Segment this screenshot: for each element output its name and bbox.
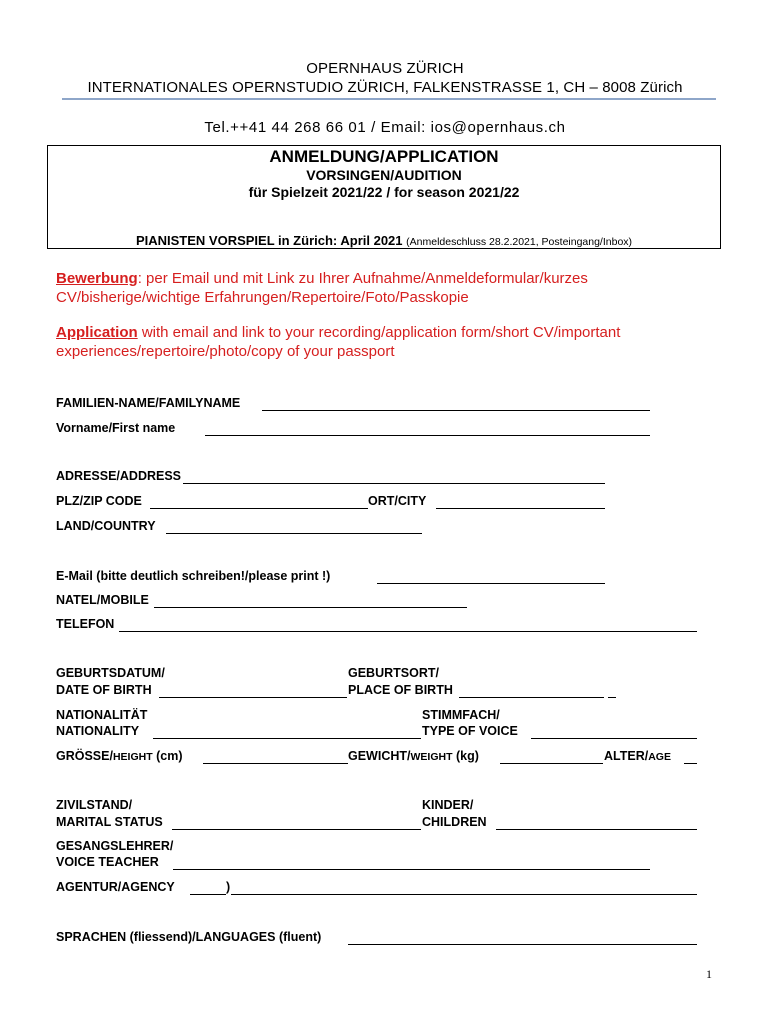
pianist-audition: PIANISTEN VORSPIEL in Zürich: April 2021 [135, 233, 403, 248]
zip-line[interactable] [150, 508, 368, 509]
weight-label [348, 749, 479, 763]
phone-line[interactable] [119, 631, 697, 632]
country-line[interactable] [166, 533, 422, 534]
agency-line-short[interactable] [190, 894, 226, 895]
languages-line[interactable] [348, 944, 697, 945]
instructions-de-text: : per Email und mit Link zu Ihrer Aufnahme/Anmeldeformular/kurzes CV/bisherige/wichtige Erfahrungen/Repertoire/Foto/Passkopie [56, 270, 588, 306]
instructions-en-label: Application [56, 324, 138, 341]
org-contact: Tel.++41 44 268 66 01 / Email: ios@opernhaus.ch [204, 119, 566, 136]
weight-label-en: WEIGHT [410, 751, 453, 763]
email-label: E-Mail (bitte deutlich schreiben!/please print !) [56, 569, 331, 583]
pob-line-end [608, 697, 616, 698]
marital-label-de: ZIVILSTAND/ [56, 798, 133, 812]
children-line[interactable] [496, 829, 697, 830]
family-name-line[interactable] [262, 410, 650, 411]
height-label [56, 749, 183, 763]
age-line[interactable] [684, 763, 697, 764]
age-label-en: AGE [648, 751, 671, 763]
height-unit: (cm) [156, 749, 183, 763]
instructions-en [56, 323, 716, 361]
voice-type-label-en: TYPE OF VOICE [422, 724, 518, 738]
pob-label-en: PLACE OF BIRTH [348, 683, 453, 697]
country-label: LAND/COUNTRY [56, 519, 156, 533]
family-name-label: FAMILIEN-NAME/FAMILYNAME [56, 396, 241, 410]
agency-line[interactable] [231, 894, 697, 895]
agency-paren: ) [226, 880, 231, 894]
form-season: für Spielzeit 2021/22 / for season 2021/22 [248, 184, 520, 200]
zip-label: PLZ/ZIP CODE [56, 494, 142, 508]
nationality-line[interactable] [153, 738, 421, 739]
age-label-de: ALTER/ [604, 749, 649, 763]
dob-label-de: GEBURTSDATUM/ [56, 666, 165, 680]
instructions-en-text: with email and link to your recording/application form/short CV/important experiences/repertoire/photo/copy of your passport [56, 324, 621, 360]
agency-label: AGENTUR/AGENCY [56, 880, 175, 894]
pianist-line [47, 233, 721, 248]
form-subtitle: VORSINGEN/AUDITION [306, 167, 462, 183]
org-name: OPERNHAUS ZÜRICH [306, 60, 464, 77]
deadline-note: (Anmeldeschluss 28.2.2021, Posteingang/Inbox) [406, 236, 633, 248]
address-line[interactable] [183, 483, 605, 484]
pob-label-de: GEBURTSORT/ [348, 666, 439, 680]
header-rule [62, 98, 716, 100]
mobile-label: NATEL/MOBILE [56, 593, 149, 607]
height-label-en: HEIGHT [112, 751, 153, 763]
teacher-label-en: VOICE TEACHER [56, 855, 159, 869]
languages-label: SPRACHEN (fliessend)/LANGUAGES (fluent) [56, 930, 322, 944]
first-name-line[interactable] [205, 435, 650, 436]
marital-label-en: MARITAL STATUS [56, 815, 163, 829]
instructions-de-label: Bewerbung [56, 270, 138, 287]
mobile-line[interactable] [154, 607, 467, 608]
first-name-label: Vorname/First name [56, 421, 176, 435]
weight-unit: (kg) [455, 749, 479, 763]
email-line[interactable] [377, 583, 605, 584]
nationality-label-en: NATIONALITY [56, 724, 140, 738]
dob-label-en: DATE OF BIRTH [56, 683, 152, 697]
nationality-label-de: NATIONALITÄT [56, 708, 148, 722]
pob-line[interactable] [459, 697, 604, 698]
height-line[interactable] [203, 763, 348, 764]
weight-label-de: GEWICHT/ [348, 749, 411, 763]
children-label-de: KINDER/ [422, 798, 474, 812]
page-number: 1 [706, 967, 712, 981]
children-label-en: CHILDREN [422, 815, 487, 829]
weight-line[interactable] [500, 763, 603, 764]
instructions-de [56, 269, 716, 307]
height-label-de: GRÖSSE/ [56, 749, 113, 763]
voice-type-label-de: STIMMFACH/ [422, 708, 500, 722]
teacher-line[interactable] [173, 869, 650, 870]
org-address: INTERNATIONALES OPERNSTUDIO ZÜRICH, FALKENSTRASSE 1, CH – 8008 Zürich [87, 79, 683, 96]
dob-line[interactable] [159, 697, 347, 698]
voice-type-line[interactable] [531, 738, 697, 739]
phone-label: TELEFON [56, 617, 115, 631]
age-label [604, 749, 671, 763]
form-title: ANMELDUNG/APPLICATION [269, 147, 499, 166]
marital-line[interactable] [172, 829, 421, 830]
city-label: ORT/CITY [368, 494, 427, 508]
teacher-label-de: GESANGSLEHRER/ [56, 839, 174, 853]
address-label: ADRESSE/ADDRESS [56, 469, 182, 483]
city-line[interactable] [436, 508, 605, 509]
